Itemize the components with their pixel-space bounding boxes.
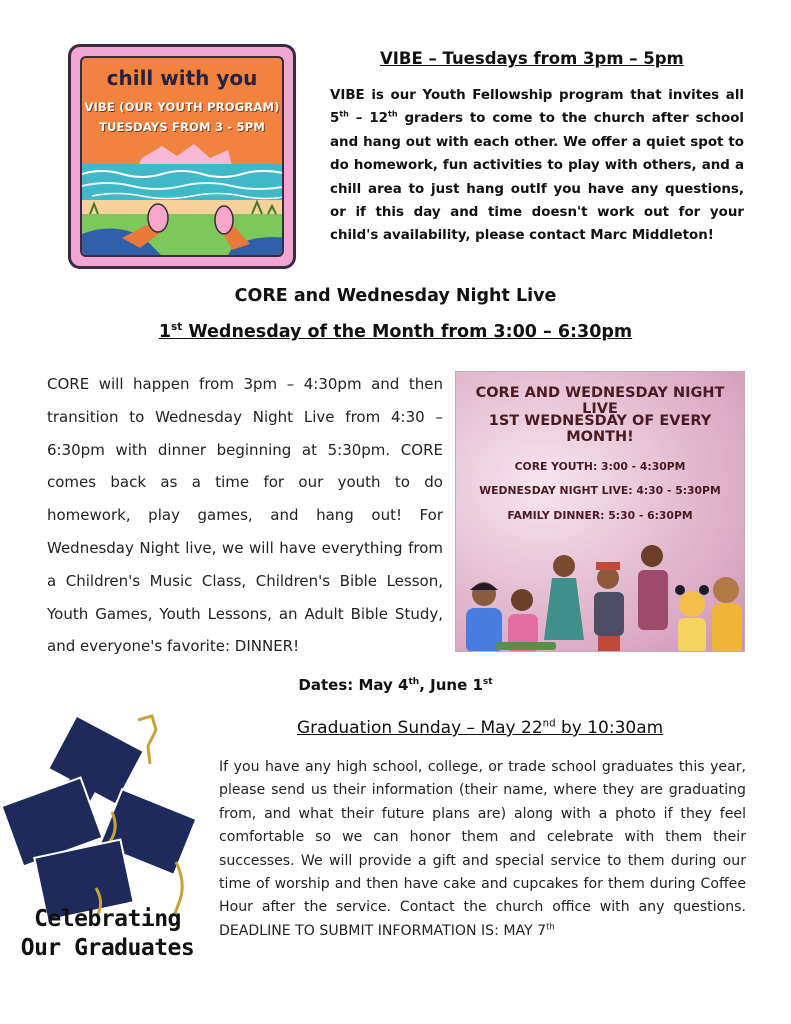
core-heading: CORE and Wednesday Night Live	[234, 286, 557, 306]
core-schedule-heading: 1st Wednesday of the Month from 3:00 – 6:30pm	[158, 321, 633, 342]
core-poster-title: CORE AND WEDNESDAY NIGHT LIVE	[475, 385, 725, 417]
vibe-poster-subtitle-time: TUESDAYS FROM 3 - 5PM	[98, 120, 266, 134]
beach-illustration	[82, 138, 284, 257]
celebrating-line: Celebrating	[34, 906, 181, 932]
vibe-description: VIBE is our Youth Fellowship program that invites all 5th – 12th graders to come to the church after school and hang out with each other. We offer a quiet spot to do homework, fun activities to play with others, and a chill area to just hang outIf you have any questions, or if this day and time doesn't work out for your child's availability, please contact Marc Middleton!	[330, 88, 745, 244]
vibe-heading: VIBE – Tuesdays from 3pm – 5pm	[380, 49, 684, 68]
graduation-description: If you have any high school, college, or trade school graduates this year, please send us their information (their name, where they are graduating from, and what their future plans are) along with a photo if they feel comfortable so we can honor them and celebrate with them their successes. We will provide a gift and special service to them during our time of worship and then have cake and cupcakes for them during Coffee Hour after the service. Contact the church office with any questions. DEADLINE TO SUBMIT INFORMATION IS: MAY 7th	[219, 759, 746, 939]
graduation-heading: Graduation Sunday – May 22nd by 10:30am	[297, 718, 664, 738]
community-people-illustration	[456, 532, 745, 652]
core-poster-dinner-time: FAMILY DINNER: 5:30 - 6:30PM	[507, 509, 693, 522]
core-poster-youth-time: CORE YOUTH: 3:00 - 4:30PM	[514, 460, 686, 473]
core-poster-image	[455, 371, 745, 652]
core-dates: Dates: May 4th, June 1st	[298, 676, 493, 694]
core-poster-subtitle: 1ST WEDNESDAY OF EVERY MONTH!	[488, 413, 712, 445]
vibe-poster-title: chill with you	[106, 66, 258, 90]
core-description: CORE will happen from 3pm – 4:30pm and then transition to Wednesday Night Live from 4:30 – 6:30pm with dinner beginning at 5:30pm. CORE comes back as a time for our youth to do homework, play games, and hang out! For Wednesday Night live, we will have everything from a Children's Music Class, Children's Bible Lesson, Youth Games, Youth Lessons, an Adult Bible Study, and everyone's favorite: DINNER!	[47, 375, 443, 656]
celebrating-graduates-text	[0, 905, 215, 963]
vibe-poster-subtitle-program: VIBE (OUR YOUTH PROGRAM)	[84, 100, 280, 114]
core-poster-wnl-time: WEDNESDAY NIGHT LIVE: 4:30 - 5:30PM	[479, 484, 721, 497]
vibe-poster-image	[68, 44, 296, 269]
graduation-deadline: DEADLINE TO SUBMIT INFORMATION IS: MAY 7th	[219, 921, 555, 939]
graduates-line: Our Graduates	[20, 935, 195, 961]
